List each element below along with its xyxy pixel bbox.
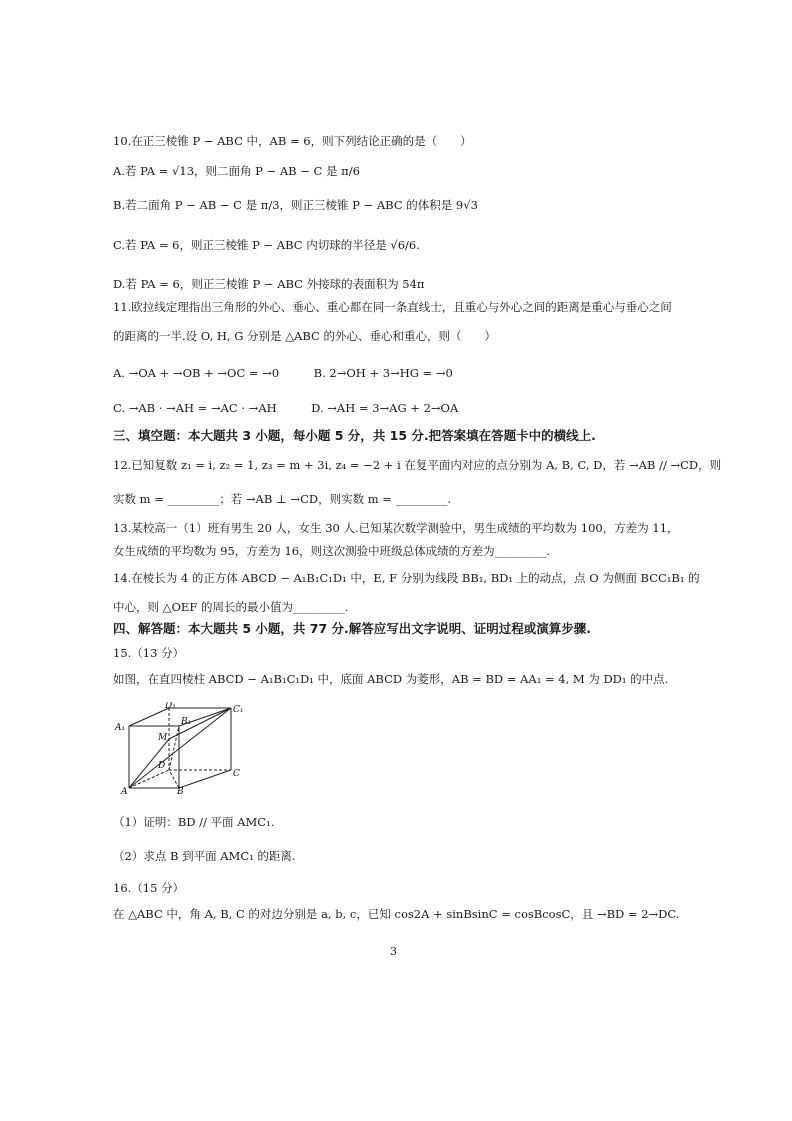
q16-heading: 16.（15 分）	[113, 881, 185, 895]
label-c: C	[233, 769, 240, 779]
q10-stem: 10.在正三棱锥 P − ABC 中，AB = 6，则下列结论正确的是（ ）	[113, 134, 472, 148]
label-b: B	[177, 787, 184, 794]
q15-part2: （2）求点 B 到平面 AMC₁ 的距离.	[113, 849, 296, 863]
q11-stem-line2: 的距离的一半.设 O, H, G 分别是 △ABC 的外心、垂心和重心，则（ ）	[113, 329, 496, 343]
q11-stem-line1: 11.欧拉线定理指出三角形的外心、垂心、重心都在同一条直线士，且重心与外心之间的距离是重心与垂心之间	[113, 300, 672, 314]
label-d1: D₁	[165, 702, 176, 711]
q12-line1: 12.已知复数 z₁ = i, z₂ = 1, z₃ = m + 3i, z₄ = −2 + i 在复平面内对应的点分别为 A, B, C, D，若 →AB // →CD，则	[113, 458, 722, 472]
label-a: A	[121, 787, 128, 794]
q10-option-b: B.若二面角 P − AB − C 是 π/3，则正三棱锥 P − ABC 的体积是 9√3	[113, 198, 478, 212]
q15-part1: （1）证明：BD // 平面 AMC₁.	[113, 815, 275, 829]
section-fill-in-heading: 三、填空题：本大题共 3 小题，每小题 5 分，共 15 分.把答案填在答题卡中的横线上.	[113, 428, 596, 443]
q14-line1: 14.在棱长为 4 的正方体 ABCD − A₁B₁C₁D₁ 中，E, F 分别为线段 BB₁, BD₁ 上的动点，点 O 为侧面 BCC₁B₁ 的	[113, 571, 700, 585]
label-d: D	[158, 761, 166, 771]
q15-stem: 如图，在直四棱柱 ABCD − A₁B₁C₁D₁ 中，底面 ABCD 为菱形，AB = BD = AA₁ = 4, M 为 DD₁ 的中点.	[113, 672, 669, 686]
q13-line2: 女生成绩的平均数为 95，方差为 16，则这次测验中班级总体成绩的方差为_________.	[113, 544, 550, 558]
q11-options-cd: C. →AB · →AH = →AC · →AH D. →AH = 3→AG + 2→OA	[113, 401, 459, 415]
q14-line2: 中心，则 △OEF 的周长的最小值为_________.	[113, 600, 349, 614]
label-b1: B₁	[181, 717, 192, 727]
q12-line2: 实数 m = _________；若 →AB ⊥ →CD，则实数 m = _________.	[113, 492, 451, 506]
q10-option-d: D.若 PA = 6，则正三棱锥 P − ABC 外接球的表面积为 54π	[113, 277, 425, 291]
prism-figure	[113, 702, 243, 794]
q13-line1: 13.某校高一（1）班有男生 20 人，女生 30 人.已知某次数学测验中，男生成绩的平均数为 100，方差为 11，	[113, 521, 679, 535]
page-number: 3	[390, 945, 397, 958]
section-answer-heading: 四、解答题：本大题共 5 小题，共 77 分.解答应写出文字说明、证明过程或演算步骤.	[113, 621, 591, 636]
q11-options-ab: A. →OA + →OB + →OC = →0 B. 2→OH + 3→HG = →0	[113, 366, 453, 380]
q10-option-c: C.若 PA = 6，则正三棱锥 P − ABC 内切球的半径是 √6/6.	[113, 238, 420, 252]
q10-option-a: A.若 PA = √13，则二面角 P − AB − C 是 π/6	[113, 164, 360, 178]
label-a1: A₁	[115, 723, 126, 733]
label-m: M	[158, 733, 168, 743]
q16-stem: 在 △ABC 中，角 A, B, C 的对边分别是 a, b, c，已知 cos2A + sinBsinC = cosBcosC，且 →BD = 2→DC.	[113, 907, 680, 921]
label-c1: C₁	[233, 705, 243, 715]
q15-heading: 15.（13 分）	[113, 646, 185, 660]
